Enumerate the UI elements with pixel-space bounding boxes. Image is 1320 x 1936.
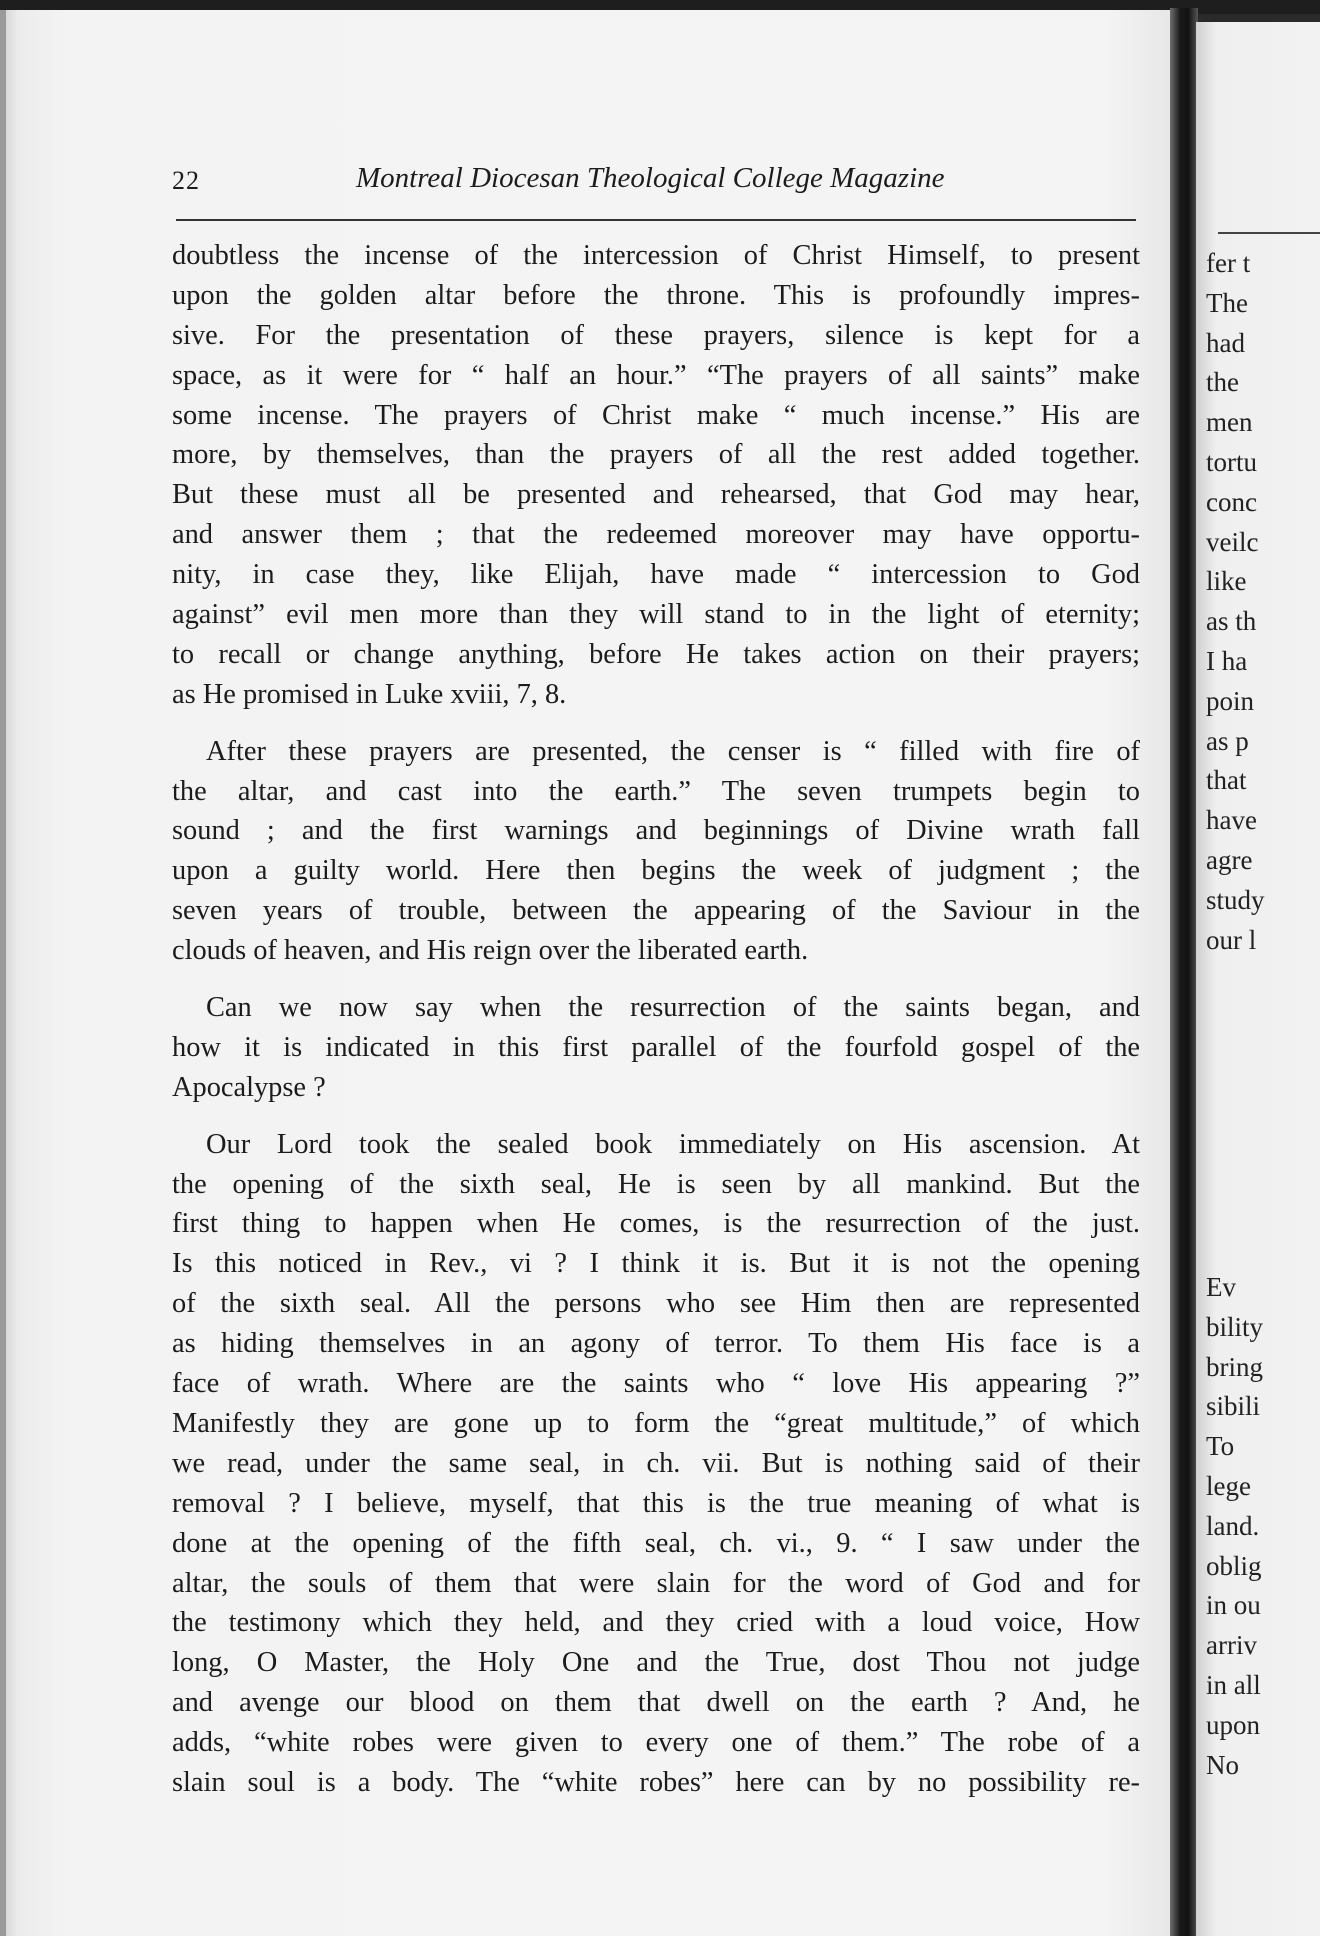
paragraph: [172, 236, 1140, 715]
adjacent-text-fragment: land.: [1206, 1510, 1260, 1541]
text-line: done at the opening of the fifth seal, ch. vi., 9. “ I saw under the: [172, 1527, 1140, 1559]
text-line: as He promised in Luke xviii, 7, 8.: [172, 678, 567, 710]
adjacent-text-fragment: The: [1206, 287, 1248, 318]
adjacent-text-fragment: upon: [1206, 1709, 1260, 1740]
page-header: [172, 162, 1140, 202]
adjacent-text-fragment: as th: [1206, 606, 1257, 637]
text-line: slain soul is a body. The “white robes” here can by no possibility re-: [172, 1766, 1140, 1798]
text-line: the testimony which they held, and they cried with a loud voice, How: [172, 1607, 1140, 1639]
text-line: doubtless the incense of the intercession of Christ Himself, to present: [172, 240, 1140, 271]
text-line: and avenge our blood on them that dwell on the earth ? And, he: [172, 1687, 1140, 1719]
text-line: the opening of the sixth seal, He is seen by all mankind. But the: [172, 1168, 1140, 1200]
adjacent-text-fragment: as p: [1206, 725, 1249, 756]
adjacent-text-fragment: men: [1206, 407, 1253, 438]
text-line: upon the golden altar before the throne. This is profoundly impres-: [172, 279, 1140, 311]
adjacent-text-fragment: I ha: [1206, 646, 1248, 676]
text-line: Manifestly they are gone up to form the “great multitude,” of which: [172, 1407, 1140, 1439]
adjacent-text-fragment: poin: [1206, 685, 1255, 716]
adjacent-text-fragment: oblig: [1206, 1550, 1262, 1581]
text-line: of the sixth seal. All the persons who see Him then are represented: [172, 1288, 1140, 1320]
adjacent-text-fragment: arriv: [1206, 1630, 1257, 1661]
text-line: long, O Master, the Holy One and the True, dost Thou not judge: [172, 1647, 1140, 1679]
adjacent-text-fragment: conc: [1206, 486, 1257, 517]
body-text: [172, 236, 1140, 1803]
text-line: sound ; and the first warnings and beginnings of Divine wrath fall: [172, 815, 1140, 847]
paragraph: [172, 988, 1140, 1108]
text-line: sive. For the presentation of these prayers, silence is kept for a: [172, 319, 1140, 351]
paragraph: [172, 1125, 1140, 1803]
text-line: removal ? I believe, myself, that this is the true meaning of what is: [172, 1487, 1140, 1519]
text-line: first thing to happen when He comes, is the resurrection of the just.: [172, 1208, 1140, 1240]
adjacent-page: [1196, 22, 1320, 1936]
adjacent-text-fragment: study: [1206, 884, 1265, 915]
adjacent-text-fragment: in all: [1206, 1670, 1261, 1700]
text-line: and answer them ; that the redeemed moreover may have opportu-: [172, 519, 1140, 551]
adjacent-text-fragment: bring: [1206, 1351, 1263, 1382]
text-line: more, by themselves, than the prayers of all the rest added together.: [172, 439, 1140, 471]
adjacent-text-fragment: have: [1206, 805, 1257, 836]
text-line: Apocalypse ?: [172, 1071, 326, 1103]
paragraph: [172, 732, 1140, 971]
adjacent-text-fragment: sibili: [1206, 1391, 1261, 1422]
text-line: clouds of heaven, and His reign over the liberated earth.: [172, 935, 809, 967]
header-rule: [176, 219, 1136, 221]
text-line: seven years of trouble, between the appearing of the Saviour in the: [172, 895, 1140, 927]
text-line: adds, “white robes were given to every one of them.” The robe of a: [172, 1727, 1140, 1759]
adjacent-text-fragment: Ev: [1206, 1272, 1236, 1302]
adjacent-text-fragment: No: [1206, 1749, 1239, 1780]
text-line: to recall or change anything, before He takes action on their prayers;: [172, 638, 1140, 670]
adjacent-text-fragment: fer t: [1206, 248, 1251, 278]
text-line: against” evil men more than they will stand to in the light of eternity;: [172, 599, 1140, 631]
text-line: the altar, and cast into the earth.” The seven trumpets begin to: [172, 775, 1140, 807]
adjacent-text-fragment: in ou: [1206, 1590, 1261, 1621]
text-line: face of wrath. Where are the saints who “ love His appearing ?”: [172, 1368, 1140, 1400]
page-number: 22: [172, 166, 200, 195]
text-line: Can we now say when the resurrection of the saints began, and: [206, 992, 1140, 1024]
adjacent-text-fragment: our l: [1206, 924, 1257, 955]
text-line: But these must all be presented and rehearsed, that God may hear,: [172, 479, 1140, 511]
text-line: how it is indicated in this first parallel of the fourfold gospel of the: [172, 1031, 1140, 1063]
text-line: nity, in case they, like Elijah, have made “ intercession to God: [172, 559, 1140, 591]
text-line: Is this noticed in Rev., vi ? I think it is. But it is not the opening: [172, 1248, 1140, 1280]
text-line: as hiding themselves in an agony of terror. To them His face is a: [172, 1328, 1140, 1360]
adjacent-text-fragment: veilc: [1206, 526, 1259, 557]
adjacent-text-fragment: bility: [1206, 1311, 1264, 1342]
adjacent-text-fragment: lege: [1206, 1471, 1251, 1501]
text-line: upon a guilty world. Here then begins the week of judgment ; the: [172, 855, 1140, 887]
running-title: Montreal Diocesan Theological College Magazine: [356, 162, 945, 194]
adjacent-text-fragment: agre: [1206, 845, 1253, 875]
adjacent-text-fragment: had: [1206, 327, 1245, 358]
adjacent-text-fragment: like: [1206, 566, 1247, 597]
adjacent-text-fragment: that: [1206, 765, 1247, 796]
adjacent-text-fragment: the: [1206, 367, 1239, 398]
text-line: altar, the souls of them that were slain for the word of God and for: [172, 1567, 1140, 1599]
text-line: Our Lord took the sealed book immediately on His ascension. At: [206, 1128, 1140, 1160]
adjacent-header-rule: [1218, 232, 1320, 234]
text-line: some incense. The prayers of Christ make “ much incense.” His are: [172, 399, 1140, 431]
adjacent-text-fragment: To: [1206, 1431, 1235, 1462]
text-line: we read, under the same seal, in ch. vii. But is nothing said of their: [172, 1447, 1140, 1479]
adjacent-text-fragment: tortu: [1206, 447, 1257, 477]
book-gutter: [1170, 8, 1198, 1936]
text-line: After these prayers are presented, the censer is “ filled with fire of: [206, 735, 1140, 767]
text-line: space, as it were for “ half an hour.” “The prayers of all saints” make: [172, 359, 1140, 391]
